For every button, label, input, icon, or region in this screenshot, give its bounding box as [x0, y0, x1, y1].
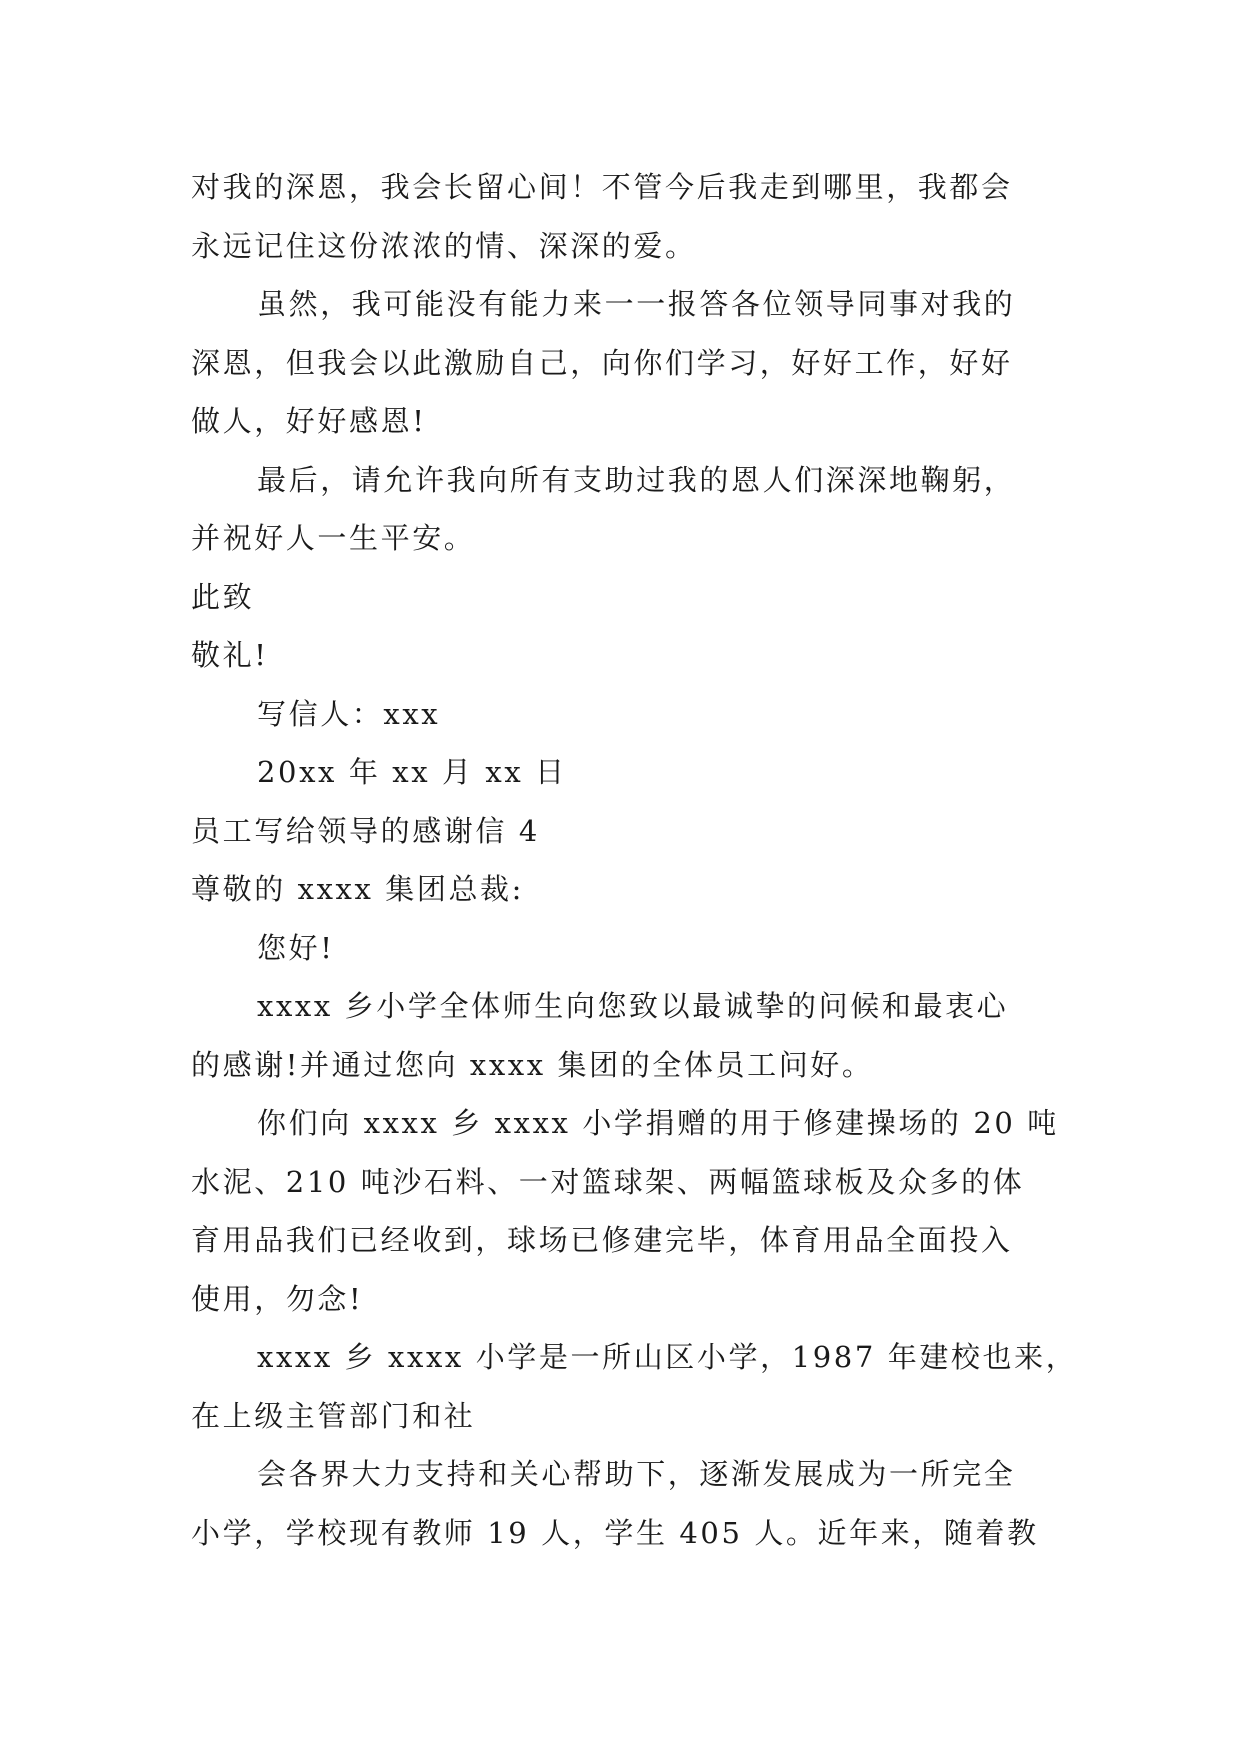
- signature-author: 写信人：xxx: [257, 696, 441, 731]
- signature-date: 20xx 年 xx 月 xx 日: [257, 755, 567, 789]
- text-line: 小学，学校现有教师 19 人，学生 405 人。近年来，随着教: [191, 1515, 1039, 1550]
- text-line: 使用，勿念!: [191, 1281, 364, 1316]
- text-line: 永远记住这份浓浓的情、深深的爱。: [191, 228, 697, 263]
- text-line: 的感谢!并通过您向 xxxx 集团的全体员工问好。: [191, 1047, 874, 1082]
- text-line: 对我的深恩，我会长留心间！不管今后我走到哪里，我都会: [191, 170, 1013, 204]
- text-line: 水泥、210 吨沙石料、一对篮球架、两幅篮球板及众多的体: [191, 1164, 1025, 1199]
- closing-salutation: 敬礼!: [191, 638, 269, 672]
- letter-addressee: 尊敬的 xxxx 集团总裁:: [191, 872, 525, 906]
- letter-title: 员工写给领导的感谢信 4: [191, 813, 540, 848]
- text-line: xxxx 乡小学全体师生向您致以最诚挚的问候和最衷心: [257, 989, 1009, 1023]
- text-line: 会各界大力支持和关心帮助下，逐渐发展成为一所完全: [257, 1457, 1016, 1491]
- text-line: 在上级主管部门和社: [191, 1398, 476, 1433]
- closing-salutation: 此致: [191, 579, 255, 614]
- text-line: 并祝好人一生平安。: [191, 521, 476, 555]
- text-line: 你们向 xxxx 乡 xxxx 小学捐赠的用于修建操场的 20 吨: [257, 1106, 1059, 1140]
- greeting: 您好!: [257, 930, 335, 965]
- letter-body: [191, 158, 1078, 1562]
- text-line: 虽然，我可能没有能力来一一报答各位领导同事对我的: [257, 287, 1016, 321]
- text-line: 最后，请允许我向所有支助过我的恩人们深深地鞠躬，: [257, 462, 1016, 497]
- text-line: 做人，好好感恩!: [191, 404, 427, 438]
- text-line: xxxx 乡 xxxx 小学是一所山区小学，1987 年建校也来，: [257, 1340, 1078, 1374]
- text-line: 深恩，但我会以此激励自己，向你们学习，好好工作，好好: [191, 345, 1013, 380]
- text-line: 育用品我们已经收到，球场已修建完毕，体育用品全面投入: [191, 1223, 1013, 1257]
